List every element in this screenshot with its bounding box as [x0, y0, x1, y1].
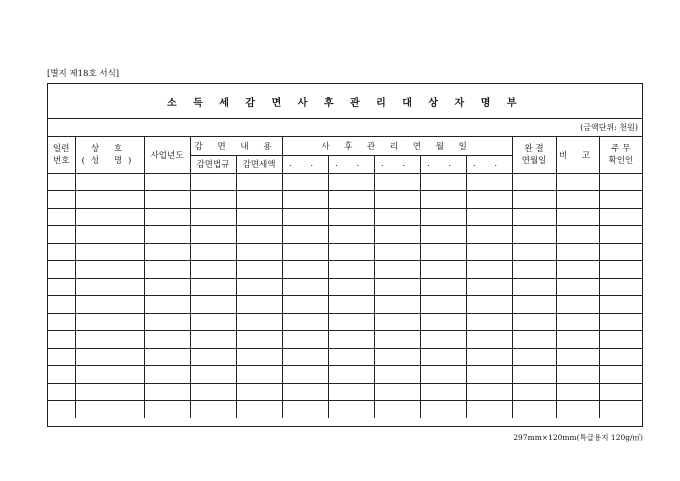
table-cell[interactable]: [236, 226, 282, 244]
table-cell[interactable]: [48, 331, 75, 349]
table-cell[interactable]: [144, 348, 190, 366]
table-cell[interactable]: [556, 401, 599, 418]
table-cell[interactable]: [328, 191, 374, 209]
table-cell[interactable]: [282, 226, 328, 244]
table-cell[interactable]: [599, 243, 642, 261]
table-cell[interactable]: [466, 313, 512, 331]
table-cell[interactable]: [599, 348, 642, 366]
table-cell[interactable]: [236, 348, 282, 366]
header-reduction-law: 감면법규: [190, 155, 236, 173]
table-cell[interactable]: [75, 191, 144, 209]
table-cell[interactable]: [144, 313, 190, 331]
table-cell[interactable]: [282, 401, 328, 418]
table-cell[interactable]: [556, 243, 599, 261]
table-cell[interactable]: [466, 366, 512, 384]
table-cell[interactable]: [282, 313, 328, 331]
table-cell[interactable]: [328, 401, 374, 418]
table-cell[interactable]: [75, 348, 144, 366]
table-cell[interactable]: [190, 296, 236, 314]
table-cell[interactable]: [75, 331, 144, 349]
table-cell[interactable]: [190, 261, 236, 279]
table-cell[interactable]: [144, 243, 190, 261]
table-cell[interactable]: [599, 366, 642, 384]
table-cell[interactable]: [556, 383, 599, 401]
table-cell[interactable]: [236, 191, 282, 209]
table-cell[interactable]: [374, 383, 420, 401]
table-cell[interactable]: [48, 313, 75, 331]
date-placeholder-4: . .: [420, 155, 466, 173]
table-cell[interactable]: [144, 173, 190, 191]
table-cell[interactable]: [144, 366, 190, 384]
header-remarks: 비 고: [556, 137, 599, 173]
table-cell[interactable]: [599, 226, 642, 244]
table-cell[interactable]: [374, 296, 420, 314]
table-cell[interactable]: [599, 383, 642, 401]
table-cell[interactable]: [144, 261, 190, 279]
table-cell[interactable]: [75, 278, 144, 296]
table-cell[interactable]: [512, 208, 556, 226]
table-cell[interactable]: [512, 348, 556, 366]
table-cell[interactable]: [466, 296, 512, 314]
table-cell[interactable]: [75, 208, 144, 226]
table-cell[interactable]: [236, 278, 282, 296]
table-cell[interactable]: [48, 366, 75, 384]
table-cell[interactable]: [48, 208, 75, 226]
table-cell[interactable]: [328, 296, 374, 314]
table-cell[interactable]: [328, 331, 374, 349]
table-row: [48, 173, 642, 191]
table-cell[interactable]: [556, 191, 599, 209]
table-cell[interactable]: [190, 173, 236, 191]
table-cell[interactable]: [75, 313, 144, 331]
table-row: [48, 296, 642, 314]
table-cell[interactable]: [190, 383, 236, 401]
table-cell[interactable]: [374, 243, 420, 261]
header-business-year: 사업년도: [144, 137, 190, 173]
table-cell[interactable]: [282, 296, 328, 314]
table-cell[interactable]: [512, 401, 556, 418]
table-cell[interactable]: [236, 296, 282, 314]
table-cell[interactable]: [374, 348, 420, 366]
date-placeholder-1: . .: [282, 155, 328, 173]
table-cell[interactable]: [420, 366, 466, 384]
table-cell[interactable]: [374, 191, 420, 209]
table-row: [48, 401, 642, 418]
table-row: [48, 261, 642, 279]
table-cell[interactable]: [328, 278, 374, 296]
table-cell[interactable]: [512, 278, 556, 296]
paper-spec-note: 297mm×120mm(특급용지 120g/㎡): [513, 433, 643, 442]
table-cell[interactable]: [144, 383, 190, 401]
table-cell[interactable]: [48, 243, 75, 261]
table-cell[interactable]: [48, 383, 75, 401]
table-cell[interactable]: [374, 313, 420, 331]
table-cell[interactable]: [236, 331, 282, 349]
table-cell[interactable]: [512, 226, 556, 244]
table-cell[interactable]: [282, 261, 328, 279]
table-cell[interactable]: [420, 313, 466, 331]
table-cell[interactable]: [599, 313, 642, 331]
table-row: [48, 348, 642, 366]
table-cell[interactable]: [374, 278, 420, 296]
table-cell[interactable]: [466, 191, 512, 209]
table-cell[interactable]: [282, 173, 328, 191]
table-cell[interactable]: [466, 173, 512, 191]
table-cell[interactable]: [512, 261, 556, 279]
table-cell[interactable]: [374, 173, 420, 191]
table-cell[interactable]: [236, 366, 282, 384]
table-cell[interactable]: [75, 261, 144, 279]
table-cell[interactable]: [556, 366, 599, 384]
table-cell[interactable]: [190, 366, 236, 384]
table-cell[interactable]: [420, 261, 466, 279]
table-cell[interactable]: [420, 243, 466, 261]
table-cell[interactable]: [599, 173, 642, 191]
register-rows: [48, 173, 642, 418]
table-cell[interactable]: [599, 331, 642, 349]
table-cell[interactable]: [556, 261, 599, 279]
table-cell[interactable]: [190, 191, 236, 209]
table-cell[interactable]: [420, 191, 466, 209]
table-cell[interactable]: [556, 348, 599, 366]
register-table: [48, 137, 642, 418]
table-cell[interactable]: [420, 331, 466, 349]
table-cell[interactable]: [512, 366, 556, 384]
unit-band: [48, 119, 642, 137]
table-cell[interactable]: [75, 226, 144, 244]
table-cell[interactable]: [556, 208, 599, 226]
table-cell[interactable]: [144, 278, 190, 296]
header-reduction-amount: 감면세액: [236, 155, 282, 173]
table-cell[interactable]: [282, 191, 328, 209]
table-cell[interactable]: [466, 208, 512, 226]
amount-unit-note: (금액단위: 천원): [580, 123, 638, 132]
table-cell[interactable]: [190, 226, 236, 244]
table-cell[interactable]: [328, 261, 374, 279]
register-form: [47, 83, 643, 427]
table-cell[interactable]: [374, 331, 420, 349]
table-cell[interactable]: [328, 366, 374, 384]
table-cell[interactable]: [190, 313, 236, 331]
table-row: [48, 278, 642, 296]
table-cell[interactable]: [420, 296, 466, 314]
table-cell[interactable]: [466, 261, 512, 279]
table-cell[interactable]: [556, 278, 599, 296]
table-cell[interactable]: [144, 191, 190, 209]
table-cell[interactable]: [556, 331, 599, 349]
table-cell[interactable]: [190, 278, 236, 296]
header-official-confirmation: 주 무 확인인: [599, 137, 642, 173]
header-reduction-content: 감 면 내 용: [190, 137, 282, 155]
table-cell[interactable]: [328, 383, 374, 401]
table-cell[interactable]: [599, 261, 642, 279]
table-cell[interactable]: [328, 243, 374, 261]
table-cell[interactable]: [236, 401, 282, 418]
table-cell[interactable]: [512, 243, 556, 261]
table-cell[interactable]: [466, 401, 512, 418]
table-cell[interactable]: [190, 243, 236, 261]
header-business-name: 상 호 (성 명): [75, 137, 144, 173]
table-cell[interactable]: [236, 173, 282, 191]
table-cell[interactable]: [328, 208, 374, 226]
table-cell[interactable]: [599, 296, 642, 314]
date-placeholder-3: . .: [374, 155, 420, 173]
table-cell[interactable]: [466, 243, 512, 261]
table-cell[interactable]: [556, 226, 599, 244]
table-cell[interactable]: [328, 348, 374, 366]
table-row: [48, 313, 642, 331]
table-cell[interactable]: [420, 401, 466, 418]
table-cell[interactable]: [75, 366, 144, 384]
table-cell[interactable]: [236, 261, 282, 279]
table-row: [48, 331, 642, 349]
form-number-label: [별지 제18호 서식]: [47, 69, 120, 79]
table-cell[interactable]: [599, 208, 642, 226]
table-cell[interactable]: [144, 226, 190, 244]
table-cell[interactable]: [512, 191, 556, 209]
table-cell[interactable]: [512, 296, 556, 314]
table-cell[interactable]: [374, 208, 420, 226]
table-cell[interactable]: [48, 173, 75, 191]
form-title: 소 득 세 감 면 사 후 관 리 대 상 자 명 부: [167, 97, 523, 109]
table-cell[interactable]: [556, 313, 599, 331]
table-cell[interactable]: [282, 366, 328, 384]
table-cell[interactable]: [466, 331, 512, 349]
table-cell[interactable]: [466, 226, 512, 244]
header-completion-date: 완 결 연월일: [512, 137, 556, 173]
table-cell[interactable]: [190, 401, 236, 418]
table-cell[interactable]: [144, 208, 190, 226]
table-cell[interactable]: [420, 348, 466, 366]
table-cell[interactable]: [190, 331, 236, 349]
table-cell[interactable]: [420, 383, 466, 401]
table-cell[interactable]: [420, 226, 466, 244]
table-cell[interactable]: [328, 313, 374, 331]
table-row: [48, 366, 642, 384]
table-cell[interactable]: [466, 383, 512, 401]
table-cell[interactable]: [190, 348, 236, 366]
table-cell[interactable]: [466, 348, 512, 366]
table-cell[interactable]: [48, 226, 75, 244]
title-band: [48, 84, 642, 119]
table-cell[interactable]: [599, 278, 642, 296]
table-cell[interactable]: [512, 383, 556, 401]
table-cell[interactable]: [144, 296, 190, 314]
table-cell[interactable]: [282, 208, 328, 226]
table-row: [48, 226, 642, 244]
table-cell[interactable]: [512, 173, 556, 191]
table-cell[interactable]: [48, 348, 75, 366]
table-cell[interactable]: [75, 401, 144, 418]
table-cell[interactable]: [282, 278, 328, 296]
table-cell[interactable]: [374, 261, 420, 279]
table-cell[interactable]: [374, 401, 420, 418]
table-cell[interactable]: [48, 191, 75, 209]
table-cell[interactable]: [374, 366, 420, 384]
table-cell[interactable]: [282, 331, 328, 349]
table-cell[interactable]: [512, 331, 556, 349]
table-cell[interactable]: [75, 296, 144, 314]
table-cell[interactable]: [374, 226, 420, 244]
table-cell[interactable]: [236, 243, 282, 261]
date-placeholder-5: . .: [466, 155, 512, 173]
table-row: [48, 208, 642, 226]
table-cell[interactable]: [190, 208, 236, 226]
table-cell[interactable]: [512, 313, 556, 331]
table-cell[interactable]: [75, 173, 144, 191]
table-cell[interactable]: [599, 401, 642, 418]
table-cell[interactable]: [328, 173, 374, 191]
table-cell[interactable]: [236, 208, 282, 226]
table-cell[interactable]: [420, 173, 466, 191]
table-cell[interactable]: [75, 383, 144, 401]
table-cell[interactable]: [144, 401, 190, 418]
table-cell[interactable]: [599, 191, 642, 209]
header-followup-dates: 사 후 관 리 연 월 일: [282, 137, 512, 155]
table-cell[interactable]: [466, 278, 512, 296]
table-cell[interactable]: [236, 383, 282, 401]
table-cell[interactable]: [236, 313, 282, 331]
table-cell[interactable]: [48, 278, 75, 296]
table-cell[interactable]: [420, 208, 466, 226]
table-row: [48, 383, 642, 401]
table-cell[interactable]: [282, 243, 328, 261]
table-cell[interactable]: [48, 296, 75, 314]
table-cell[interactable]: [75, 243, 144, 261]
table-cell[interactable]: [556, 296, 599, 314]
table-cell[interactable]: [282, 383, 328, 401]
table-cell[interactable]: [48, 261, 75, 279]
table-cell[interactable]: [48, 401, 75, 418]
table-cell[interactable]: [556, 173, 599, 191]
date-placeholder-2: . .: [328, 155, 374, 173]
table-row: [48, 243, 642, 261]
table-cell[interactable]: [420, 278, 466, 296]
table-cell[interactable]: [328, 226, 374, 244]
table-row: [48, 191, 642, 209]
header-serial-number: 일련 번호: [48, 137, 75, 173]
table-cell[interactable]: [282, 348, 328, 366]
table-cell[interactable]: [144, 331, 190, 349]
